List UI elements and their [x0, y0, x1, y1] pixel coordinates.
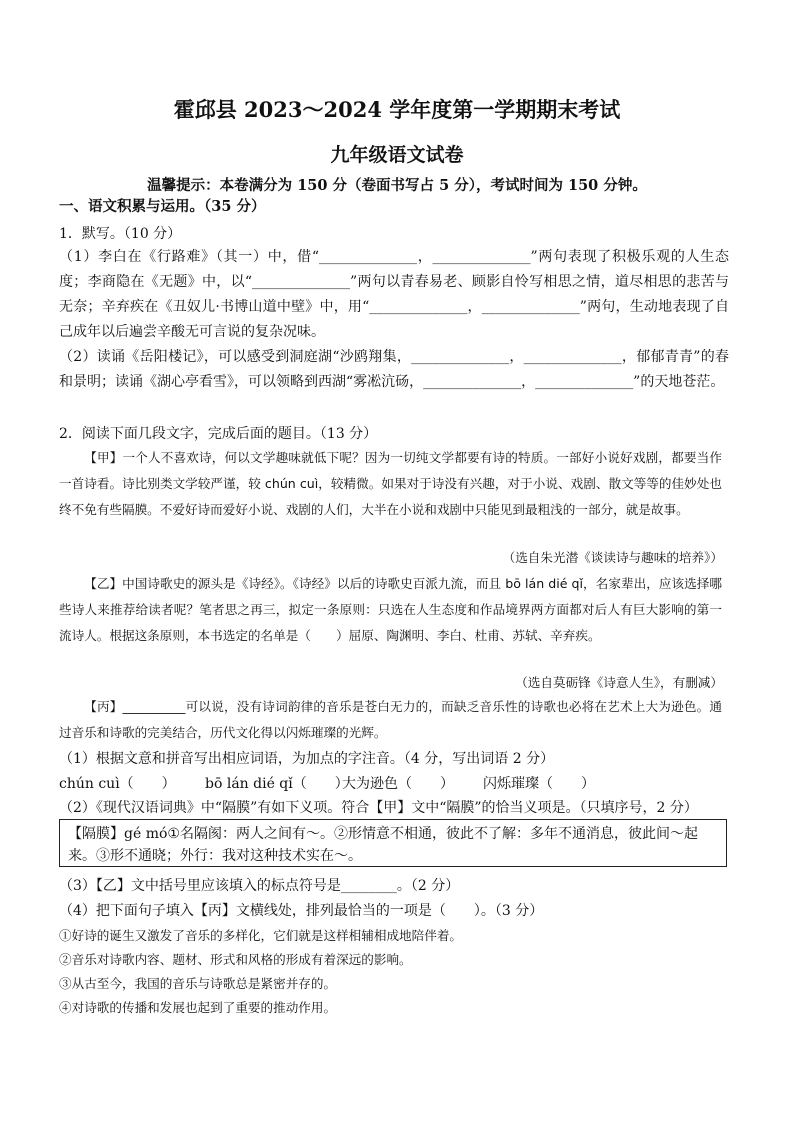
exam-notice: 温馨提示：本卷满分为 150 分（卷面书写占 5 分），考试时间为 150 分钟。	[147, 177, 647, 194]
option-4: ④对诗歌的传播和发展也起到了重要的推动作用。	[59, 1000, 337, 1015]
question-1-part-2: （2）读诵《岳阳楼记》，可以感受到洞庭湖“沙鸥翔集，______________，______________，郁郁青青”的春和景明；读诵《湖心亭看雪》，可以领略到西湖“雾凇沆砀，______________，______________”的天地苍茫。	[59, 349, 729, 390]
option-2: ②音乐对诗歌内容、题材、形式和风格的形成有着深远的影响。	[59, 952, 412, 967]
definition-line-2: 来。③形不通晓；外行：我对这种技术实在～。	[68, 848, 362, 864]
dictionary-definition-box	[59, 819, 727, 867]
passage-bing: 【丙】__________可以说，没有诗词韵律的音乐是苍白无力的，而缺乏音乐性的诗歌也必将在艺术上大为逊色。通过音乐和诗歌的完美结合，历代文化得以闪烁璀璨的光辉。	[59, 699, 722, 740]
pinyin-item-3: 大为逊色（ ）	[342, 776, 454, 792]
passage-yi-source: （选自莫砺锋《诗意人生》，有删减）	[515, 675, 723, 690]
definition-line-1: 【隔膜】gé mó①名隔阂：两人之间有～。②形情意不相通，彼此不了解：多年不通消息，彼此间～起	[68, 826, 698, 842]
exam-title: 霍邱县 2023～2024 学年度第一学期期末考试	[173, 97, 621, 122]
passage-jia: 【甲】一个人不喜欢诗，何以文学趣味就低下呢？因为一切纯文学都要有诗的特质。一部好小说好戏剧，都要当作一首诗看。诗比别类文学较严谨，较 chún cuì，较精微。如果对于诗没有兴趣，对于小说、戏剧、散文等等的佳妙处也终不免有些隔膜。不爱好诗而爱好小说、戏剧的人们，大半在小说和戏剧中只能见到最粗浅的一部分，就是故事。	[59, 450, 722, 517]
subquestion-4: （4）把下面句子填入【丙】文横线处，排列最恰当的一项是（ ）。（3 分）	[59, 903, 544, 919]
subquestion-2: （2）《现代汉语词典》中“隔膜”有如下义项。符合【甲】文中“隔膜”的恰当义项是。（只填序号，2 分）	[59, 800, 698, 816]
pinyin-item-2: bō lán dié qǐ（ ）	[205, 776, 349, 792]
subquestion-3: （3）【乙】文中括号里应该填入的标点符号是________。（2 分）	[59, 878, 460, 894]
passage-jia-source: （选自朱光潜《谈读诗与趣味的培养》）	[502, 550, 723, 565]
pinyin-item-1: chún cuì（ ）	[59, 776, 176, 792]
question-1-label: 1．默写。（10 分）	[59, 226, 182, 242]
passage-yi: 【乙】中国诗歌史的源头是《诗经》。《诗经》以后的诗歌史百派九流，而且 bō lán dié qǐ，名家辈出，应该选择哪些诗人来推荐给读者呢？笔者思之再三，拟定一条原则：只选在人生态度和作品境界两方面都对后人有巨大影响的第一流诗人。根据这条原则，本书选定的名单是（ ）屈原、陶渊明、李白、杜甫、苏轼、辛弃疾。	[59, 576, 722, 643]
question-2-label: 2．阅读下面几段文字，完成后面的题目。（13 分）	[59, 426, 378, 442]
option-1: ①好诗的诞生又激发了音乐的多样化，它们就是这样相辅相成地陪伴着。	[59, 928, 462, 943]
option-3: ③从古至今，我国的音乐与诗歌总是紧密并存的。	[59, 976, 337, 991]
exam-subtitle: 九年级语文试卷	[330, 144, 464, 166]
pinyin-item-4: 闪烁璀璨（ ）	[483, 776, 595, 792]
section-heading: 一、语文积累与运用。（35 分）	[59, 198, 266, 215]
question-1-part-1: （1）李白在《行路难》（其一）中，借“______________，______________”两句表现了积极乐观的人生态度；李商隐在《无题》中，以“______________”两句以青春易老、顾影自怜写相思之情，道尽相思的悲苦与无奈；辛弃疾在《丑奴儿·书博山道中壁》中，用“______________，______________”两句，生动地表现了自己成年以后遍尝辛酸无可言说的复杂况味。	[59, 249, 729, 340]
subquestion-1: （1）根据文意和拼音写出相应词语，为加点的字注音。（4 分，写出词语 2 分）	[59, 751, 555, 767]
